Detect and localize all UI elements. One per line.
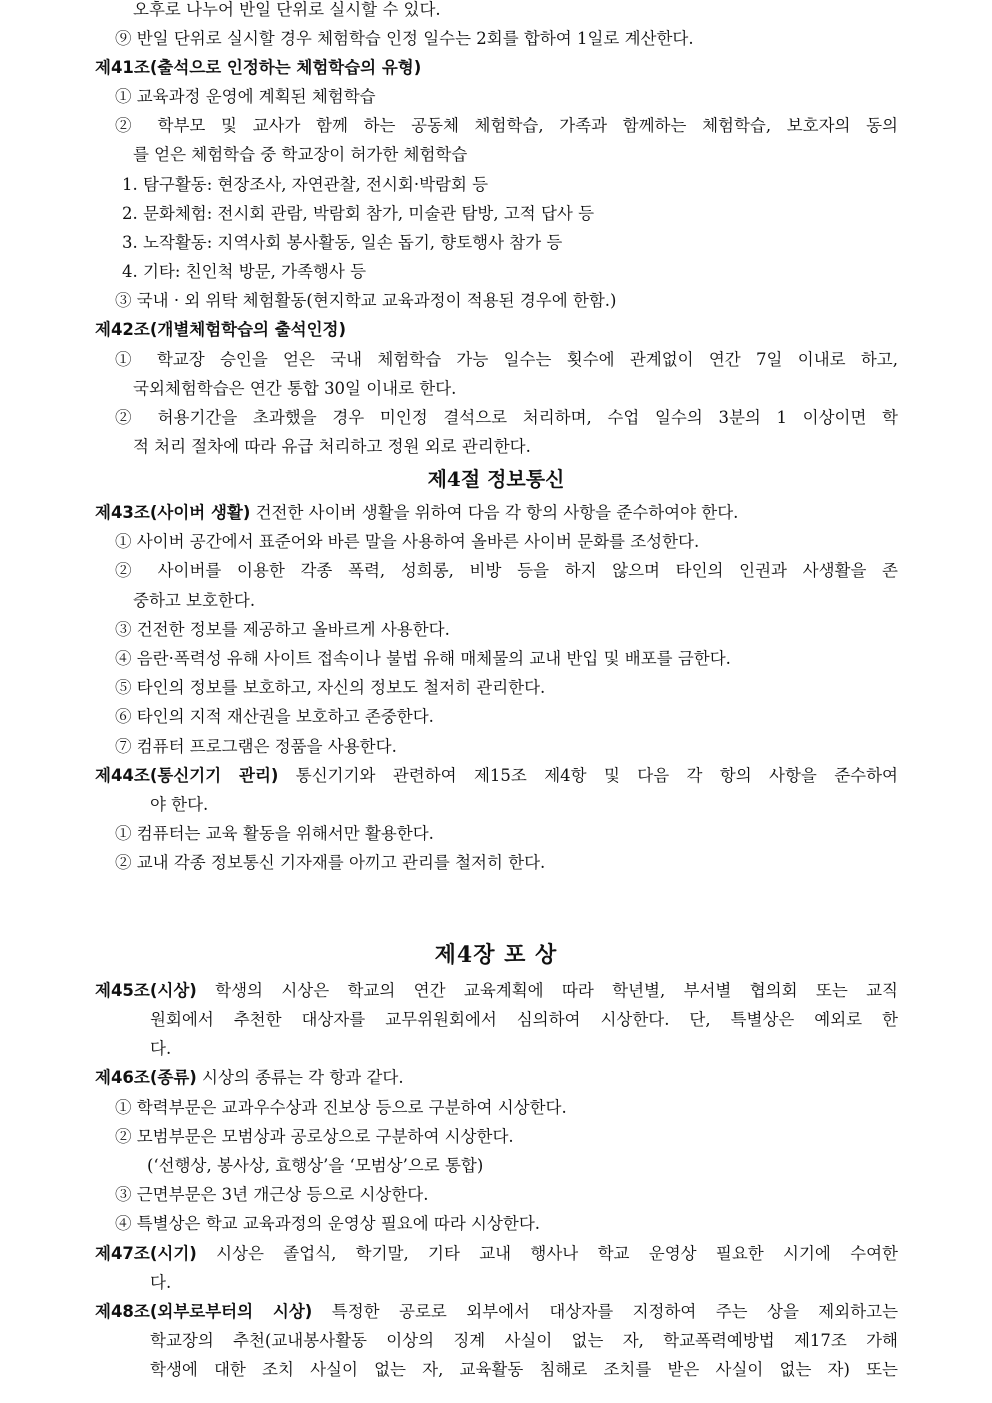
- line-text: ① 학교장 승인을 얻은 국내 체험학습 가능 일수는 횟수에 관계없이 연간 7일 이내로 하고,: [115, 350, 898, 369]
- text-line: [115, 1093, 898, 1122]
- article-title: 제46조(종류): [95, 1068, 197, 1087]
- article-line: [95, 1063, 898, 1092]
- text-line: [150, 790, 898, 819]
- line-text: ④ 음란·폭력성 유해 사이트 접속이나 불법 유해 매체물의 교내 반입 및 배포를 금한다.: [115, 649, 731, 668]
- line-text: 적 처리 절차에 따라 유급 처리하고 정원 외로 관리한다.: [133, 437, 531, 456]
- line-text: ③ 건전한 정보를 제공하고 올바르게 사용한다.: [115, 620, 450, 639]
- text-line: [115, 1180, 898, 1209]
- text-line: [147, 1151, 898, 1180]
- line-text: ⑦ 컴퓨터 프로그램은 정품을 사용한다.: [115, 737, 397, 756]
- line-text: 다.: [150, 1273, 172, 1292]
- text-line: [115, 848, 898, 877]
- line-text: ① 학력부문은 교과우수상과 진보상 등으로 구분하여 시상한다.: [115, 1098, 567, 1117]
- article-title: 제45조(시상): [95, 981, 197, 1000]
- line-text: ② 교내 각종 정보통신 기자재를 아끼고 관리를 철저히 한다.: [115, 853, 546, 872]
- text-line: [115, 615, 898, 644]
- line-text: 통신기기와 관련하여 제15조 제4항 및 다음 각 항의 사항을 준수하여: [278, 766, 898, 785]
- text-line: [122, 228, 898, 257]
- line-text: ⑥ 타인의 지적 재산권을 보호하고 존중한다.: [115, 707, 434, 726]
- line-text: ⑨ 반일 단위로 실시할 경우 체험학습 인정 일수는 2회를 합하여 1일로 계산한다.: [115, 29, 694, 48]
- line-text: ① 사이버 공간에서 표준어와 바른 말을 사용하여 올바른 사이버 문화를 조성한다.: [115, 532, 700, 551]
- line-text: 중하고 보호한다.: [133, 591, 256, 610]
- text-line: [122, 257, 898, 286]
- line-text: 학생의 시상은 학교의 연간 교육계획에 따라 학년별, 부서별 협의회 또는 교직: [196, 981, 898, 1000]
- line-text: 오후로 나누어 반일 단위로 실시할 수 있다.: [133, 0, 441, 19]
- text-line: [133, 374, 898, 403]
- line-text: (‘선행상, 봉사상, 효행상’을 ‘모범상’으로 통합): [147, 1156, 484, 1175]
- line-text: 를 얻은 체험학습 중 학교장이 허가한 체험학습: [133, 145, 468, 164]
- article-title: 제41조(출석으로 인정하는 체험학습의 유형): [95, 58, 422, 77]
- text-line: [115, 673, 898, 702]
- text-line: [150, 1326, 898, 1355]
- text-line: [150, 1355, 898, 1384]
- text-line: [115, 1209, 898, 1238]
- article-line: [95, 315, 898, 344]
- line-text: 3. 노작활동: 지역사회 봉사활동, 일손 돕기, 향토행사 참가 등: [122, 233, 563, 252]
- line-text: 시상의 종류는 각 항과 같다.: [196, 1068, 404, 1087]
- article-line: [95, 1239, 898, 1268]
- line-text: 원회에서 추천한 대상자를 교무위원회에서 심의하여 시상한다. 단, 특별상은 예외로 한: [150, 1010, 898, 1029]
- line-text: ③ 근면부문은 3년 개근상 등으로 시상한다.: [115, 1185, 429, 1204]
- text-line: [115, 111, 898, 140]
- text-line: [115, 527, 898, 556]
- line-text: ④ 특별상은 학교 교육과정의 운영상 필요에 따라 시상한다.: [115, 1214, 541, 1233]
- line-text: ② 사이버를 이용한 각종 폭력, 성희롱, 비방 등을 하지 않으며 타인의 인권과 사생활을 존: [115, 561, 898, 580]
- chapter-heading: 제4장 포 상: [434, 942, 558, 968]
- text-line: [115, 702, 898, 731]
- article-title: 제42조(개별체험학습의 출석인정): [95, 320, 346, 339]
- article-line: [95, 498, 898, 527]
- text-line: [133, 432, 898, 461]
- line-text: ⑤ 타인의 정보를 보호하고, 자신의 정보도 철저히 관리한다.: [115, 678, 546, 697]
- line-text: 4. 기타: 친인척 방문, 가족행사 등: [122, 262, 367, 281]
- text-line: [115, 1122, 898, 1151]
- section-heading: 제4절 정보통신: [427, 467, 565, 491]
- line-text: 야 한다.: [150, 795, 209, 814]
- text-line: [115, 345, 898, 374]
- line-text: ② 모범부문은 모범상과 공로상으로 구분하여 시상한다.: [115, 1127, 514, 1146]
- line-text: 학교장의 추천(교내봉사활동 이상의 징계 사실이 없는 자, 학교폭력예방법 제17조 가해: [150, 1331, 898, 1350]
- line-text: 학생에 대한 조치 사실이 없는 자, 교육활동 침해로 조치를 받은 사실이 없는 자) 또는: [150, 1360, 898, 1379]
- article-title: 제47조(시기): [95, 1244, 197, 1263]
- text-line: [115, 819, 898, 848]
- article-title: 제48조(외부로부터의 시상): [95, 1302, 313, 1321]
- text-line: [115, 403, 898, 432]
- text-line: [150, 1268, 898, 1297]
- line-text: 국외체험학습은 연간 통합 30일 이내로 한다.: [133, 379, 457, 398]
- line-text: 특정한 공로로 외부에서 대상자를 지정하여 주는 상을 제외하고는: [312, 1302, 898, 1321]
- text-line: [115, 82, 898, 111]
- line-text: ② 허용기간을 초과했을 경우 미인정 결석으로 처리하며, 수업 일수의 3분의 1 이상이면 학: [115, 408, 898, 427]
- text-line: [133, 586, 898, 615]
- line-text: ① 컴퓨터는 교육 활동을 위해서만 활용한다.: [115, 824, 434, 843]
- text-line: [115, 556, 898, 585]
- article-line: [95, 976, 898, 1005]
- article-line: [95, 761, 898, 790]
- article-title: 제44조(통신기기 관리): [95, 766, 279, 785]
- article-title: 제43조(사이버 생활): [95, 503, 251, 522]
- line-text: 다.: [150, 1039, 172, 1058]
- line-text: 시상은 졸업식, 학기말, 기타 교내 행사나 학교 운영상 필요한 시기에 수여한: [196, 1244, 898, 1263]
- text-line: [133, 140, 898, 169]
- text-line: [115, 24, 898, 53]
- text-line: [115, 286, 898, 315]
- line-text: 2. 문화체험: 전시회 관람, 박람회 참가, 미술관 탐방, 고적 답사 등: [122, 204, 595, 223]
- line-text: ① 교육과정 운영에 계획된 체험학습: [115, 87, 376, 106]
- text-line: [133, 0, 898, 24]
- text-line: [122, 170, 898, 199]
- line-text: 1. 탐구활동: 현장조사, 자연관찰, 전시회·박람회 등: [122, 175, 489, 194]
- article-line: [95, 53, 898, 82]
- text-line: [150, 1005, 898, 1034]
- text-line: [115, 644, 898, 673]
- line-text: ② 학부모 및 교사가 함께 하는 공동체 체험학습, 가족과 함께하는 체험학습, 보호자의 동의: [115, 116, 898, 135]
- text-line: [122, 199, 898, 228]
- text-line: [150, 1034, 898, 1063]
- text-line: [115, 732, 898, 761]
- line-text: 건전한 사이버 생활을 위하여 다음 각 항의 사항을 준수하여야 한다.: [250, 503, 739, 522]
- article-line: [95, 1297, 898, 1326]
- line-text: ③ 국내 · 외 위탁 체험활동(현지학교 교육과정이 적용된 경우에 한함.): [115, 291, 617, 310]
